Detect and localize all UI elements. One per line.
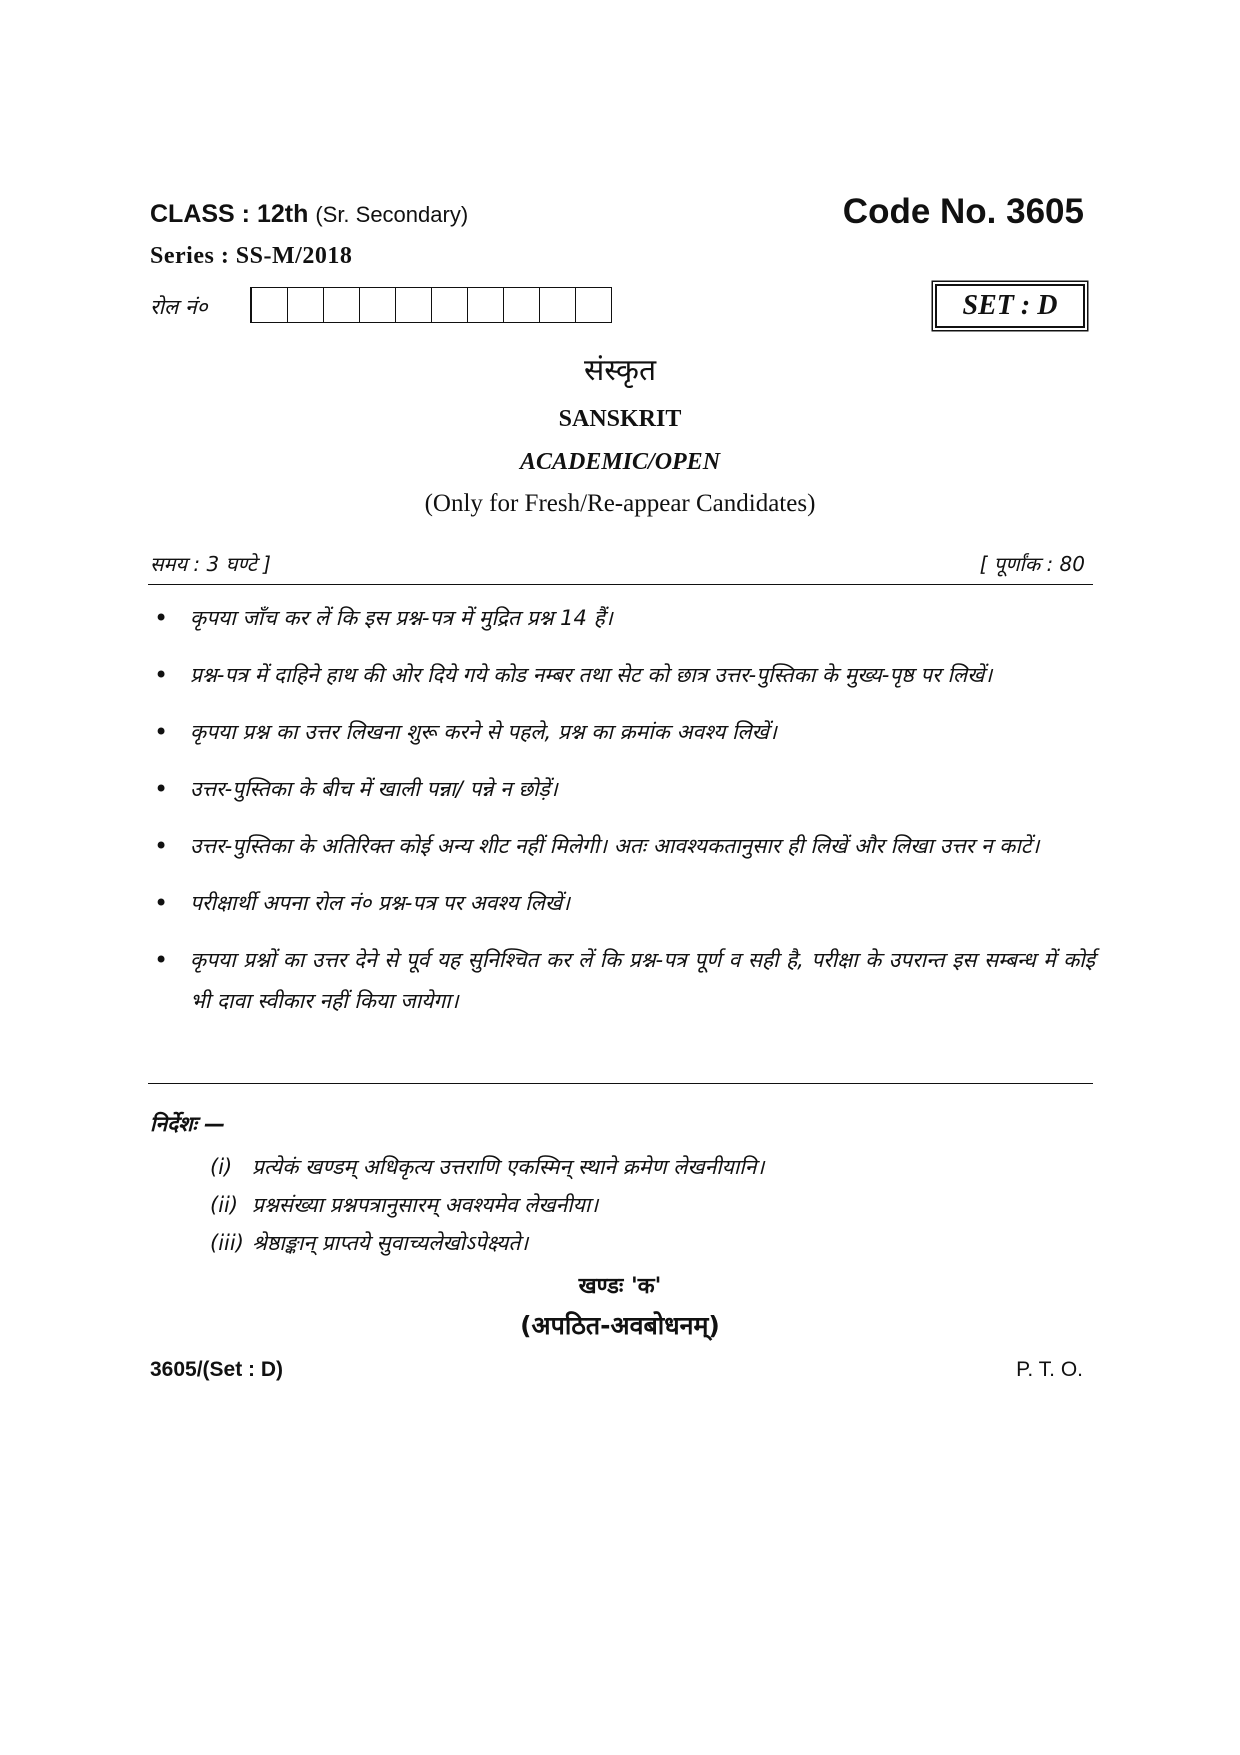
- subject-title-english: SANSKRIT: [558, 406, 682, 432]
- instruction-item: • कृपया प्रश्नों का उत्तर देने से पूर्व यह सुनिश्चित कर लें कि प्रश्न-पत्र पूर्ण व सही है, परीक्षा के उपरान्त इस सम्बन्ध में कोई भी दावा स्वीकार नहीं किया जायेगा।: [150, 940, 1095, 1022]
- instruction-item: • परीक्षार्थी अपना रोल नं० प्रश्न-पत्र पर अवश्य लिखें।: [150, 883, 1095, 924]
- page-turn-note: P. T. O.: [1016, 1358, 1083, 1381]
- direction-text: प्रत्येकं खण्डम् अधिकृत्य उत्तराणि एकस्मिन् स्थाने क्रमेण लेखनीयानि।: [252, 1155, 765, 1179]
- roll-number-box: [576, 287, 612, 323]
- subject-title-hindi: संस्कृत: [583, 353, 657, 388]
- footer-code: 3605/(Set : D): [150, 1358, 284, 1381]
- maximum-marks: [ पूर्णांक : 80: [979, 552, 1085, 576]
- directions-heading: निर्देशः —: [150, 1112, 226, 1136]
- class-label: CLASS : 12th: [150, 200, 309, 228]
- roll-number-box: [324, 287, 360, 323]
- instruction-item: • कृपया प्रश्न का उत्तर लिखना शुरू करने से पहले, प्रश्न का क्रमांक अवश्य लिखें।: [150, 712, 1095, 753]
- candidate-note: (Only for Fresh/Re-appear Candidates): [424, 490, 816, 517]
- time-allowed: समय : 3 घण्टे ]: [150, 552, 271, 576]
- roll-number-boxes: [250, 287, 612, 323]
- stream-label: ACADEMIC/OPEN: [519, 449, 721, 475]
- series-label: Series : SS-M/2018: [150, 243, 353, 269]
- roll-number-label: रोल नं०: [150, 295, 208, 319]
- roll-number-box: [468, 287, 504, 323]
- code-number: Code No. 3605: [842, 192, 1084, 231]
- directions-list: [210, 1148, 764, 1262]
- class-level: (Sr. Secondary): [315, 202, 469, 227]
- section-title: खण्डः 'क': [578, 1274, 662, 1299]
- instruction-item: • प्रश्न-पत्र में दाहिने हाथ की ओर दिये गये कोड नम्बर तथा सेट को छात्र उत्तर-पुस्तिका के मुख्य-पृष्ठ पर लिखें।: [150, 655, 1095, 696]
- instruction-item: • कृपया जाँच कर लें कि इस प्रश्न-पत्र में मुद्रित प्रश्न 14 हैं।: [150, 598, 1095, 639]
- direction-text: श्रेष्ठाङ्कान् प्राप्तये सुवाच्यलेखोऽपेक्ष्यते।: [252, 1231, 529, 1255]
- instruction-item: • उत्तर-पुस्तिका के बीच में खाली पन्ना/ पन्ने न छोड़ें।: [150, 769, 1095, 810]
- direction-item: [210, 1186, 764, 1224]
- instructions-list: [150, 598, 1095, 1038]
- roll-number-box: [432, 287, 468, 323]
- class-line: [150, 200, 468, 229]
- instructions-divider: [148, 1083, 1093, 1084]
- roll-number-box: [252, 287, 288, 323]
- roll-number-box: [396, 287, 432, 323]
- section-subtitle: (अपठित-अवबोधनम्): [520, 1311, 720, 1340]
- direction-number: (ii): [210, 1193, 239, 1217]
- roll-number-box: [504, 287, 540, 323]
- roll-number-box: [288, 287, 324, 323]
- roll-number-box: [540, 287, 576, 323]
- direction-number: (i): [210, 1155, 233, 1179]
- instruction-item: • उत्तर-पुस्तिका के अतिरिक्त कोई अन्य शीट नहीं मिलेगी। अतः आवश्यकतानुसार ही लिखें और लिखा उत्तर न काटें।: [150, 826, 1095, 867]
- direction-item: [210, 1224, 764, 1262]
- direction-text: प्रश्नसंख्या प्रश्नपत्रानुसारम् अवश्यमेव लेखनीया।: [252, 1193, 599, 1217]
- roll-number-box: [360, 287, 396, 323]
- top-divider: [148, 584, 1093, 585]
- direction-item: [210, 1148, 764, 1186]
- set-badge: SET : D: [935, 284, 1085, 328]
- direction-number: (iii): [210, 1231, 244, 1255]
